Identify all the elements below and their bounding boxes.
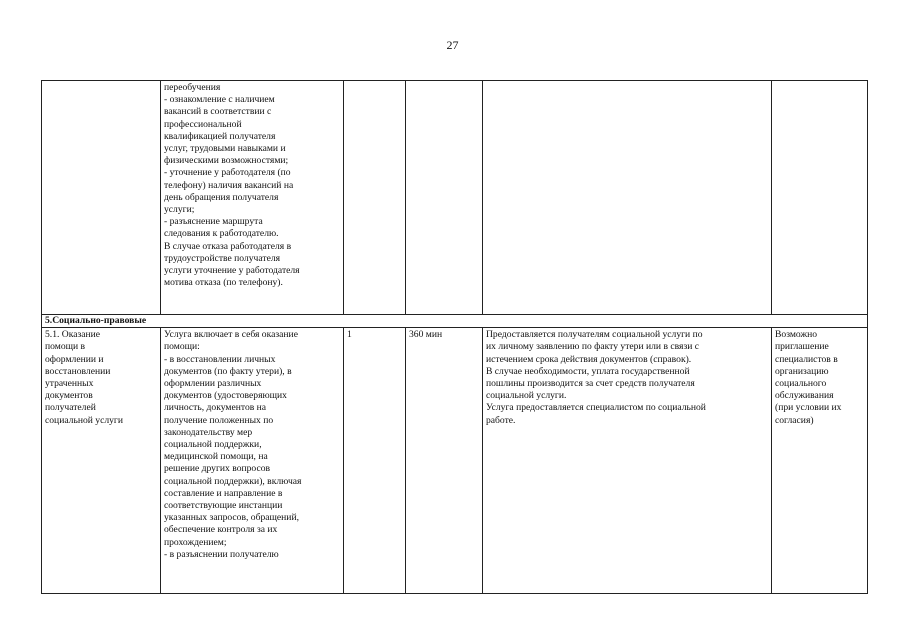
table-row-continuation: [42, 81, 868, 315]
text-line: профессиональной: [164, 118, 242, 130]
text-line: социальной поддержки), включая: [164, 475, 302, 487]
service-name-lines: [45, 329, 157, 427]
text-line: физическими возможностями;: [164, 155, 289, 167]
cell-volume: [344, 328, 406, 594]
cell-volume: [344, 81, 406, 315]
text-line: обслуживания: [775, 390, 834, 402]
text-line: услуги уточнение у работодателя: [164, 265, 300, 277]
text-line: (при условии их: [775, 402, 842, 414]
text-line: социальной услуги: [45, 414, 124, 426]
text-line: оформлении различных: [164, 378, 262, 390]
cell-service-description: [161, 328, 344, 594]
text-line: пошлины производится за счет средств получателя: [486, 378, 695, 390]
text-line: помощи в: [45, 341, 86, 353]
cell-conditions: [483, 81, 772, 315]
text-line: помощи:: [164, 341, 200, 353]
table-row-service: [42, 328, 868, 594]
text-line: - уточнение у работодателя (по: [164, 167, 291, 179]
text-line: Возможно: [775, 329, 818, 341]
text-line: утраченных: [45, 378, 94, 390]
table-row-section: [42, 315, 868, 328]
cell-notes: [772, 81, 868, 315]
text-line: получение положенных по: [164, 414, 274, 426]
conditions-lines: [486, 329, 768, 427]
time-value: 360 мин: [409, 329, 443, 341]
text-line: документов: [45, 390, 93, 402]
text-line: Предоставляется получателям социальной услуги по: [486, 329, 703, 341]
services-table: [41, 80, 868, 594]
text-line: специалистов в: [775, 353, 838, 365]
description-lines: [164, 82, 340, 289]
text-line: указанных запросов, обращений,: [164, 512, 299, 524]
description-lines: [164, 329, 340, 561]
text-line: Услуга предоставляется специалистом по социальной: [486, 402, 706, 414]
text-line: 5.1. Оказание: [45, 329, 101, 341]
text-line: документов (удостоверяющих: [164, 390, 287, 402]
text-line: согласия): [775, 414, 814, 426]
text-line: вакансий в соответствии с: [164, 106, 272, 118]
cell-time: [406, 81, 483, 315]
cell-time: [406, 328, 483, 594]
text-line: приглашение: [775, 341, 829, 353]
page-number: 27: [446, 38, 459, 52]
text-line: решение других вопросов: [164, 463, 271, 475]
section-heading: 5.Социально-правовые: [42, 315, 868, 328]
text-line: истечением срока действия документов (справок).: [486, 353, 692, 365]
text-line: документов (по факту утери), в: [164, 365, 292, 377]
text-line: день обращения получателя: [164, 191, 279, 203]
volume-value: 1: [347, 329, 352, 341]
text-line: личность, документов на: [164, 402, 267, 414]
text-line: социальной поддержки,: [164, 439, 262, 451]
text-line: их личному заявлению по факту утери или в связи с: [486, 341, 700, 353]
text-line: Услуга включает в себя оказание: [164, 329, 298, 341]
cell-notes: [772, 328, 868, 594]
text-line: социальной услуги.: [486, 390, 567, 402]
cell-service-name: [42, 328, 161, 594]
text-line: восстановлении: [45, 365, 111, 377]
text-line: - ознакомление с наличием: [164, 94, 275, 106]
text-line: переобучения: [164, 82, 221, 93]
text-line: трудоустройстве получателя: [164, 252, 281, 264]
text-line: телефону) наличия вакансий на: [164, 179, 294, 191]
text-line: работе.: [486, 414, 516, 426]
text-line: прохождением;: [164, 536, 227, 548]
text-line: составление и направление в: [164, 487, 283, 499]
cell-service-description: [161, 81, 344, 315]
notes-lines: [775, 329, 864, 427]
text-line: получателей: [45, 402, 96, 414]
text-line: законодательству мер: [164, 426, 253, 438]
text-line: услуги;: [164, 204, 195, 216]
text-line: - в разъяснении получателю: [164, 548, 279, 560]
text-line: - разъяснение маршрута: [164, 216, 263, 228]
text-line: В случае необходимости, уплата государственной: [486, 365, 690, 377]
text-line: организацию: [775, 365, 829, 377]
cell-conditions: [483, 328, 772, 594]
text-line: следования к работодателю.: [164, 228, 279, 240]
text-line: В случае отказа работодателя в: [164, 240, 292, 252]
text-line: обеспечение контроля за их: [164, 524, 278, 536]
text-line: соответствующие инстанции: [164, 500, 283, 512]
text-line: квалификацией получателя: [164, 130, 276, 142]
text-line: оформлении и: [45, 353, 104, 365]
cell-service-name: [42, 81, 161, 315]
text-line: мотива отказа (по телефону).: [164, 277, 283, 289]
text-line: социального: [775, 378, 827, 390]
text-line: - в восстановлении личных: [164, 353, 276, 365]
text-line: услуг, трудовыми навыками и: [164, 143, 286, 155]
text-line: медицинской помощи, на: [164, 451, 268, 463]
